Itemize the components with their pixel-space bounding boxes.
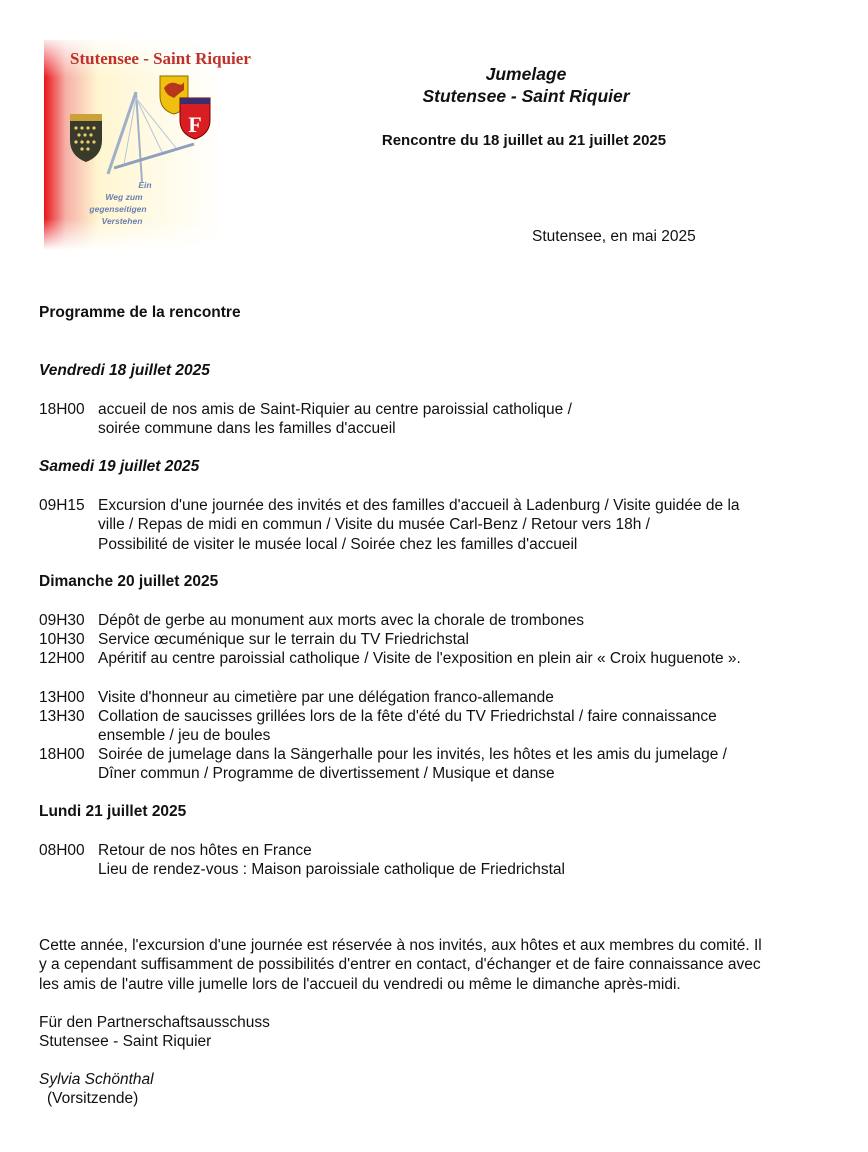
event-text: Excursion d'une journée des invités et des familles d'accueil à Ladenburg / Visite guidée de la [98,497,740,514]
event-time: 09H15 [39,497,85,514]
event-text: Dépôt de gerbe au monument aux morts avec la chorale de trombones [98,612,584,629]
event-time: 12H00 [39,650,85,667]
program-entry [39,630,829,649]
program-entry [39,841,829,880]
logo-motto-line: Weg zum [105,192,143,202]
meeting-dates: Rencontre du 18 juillet au 21 juillet 2025 [381,132,667,149]
signoff-line: Für den Partnerschaftsausschuss [39,1014,270,1031]
closing-text-line: les amis de l'autre ville jumelle lors de l'accueil du vendredi ou même le dimanche après-midi. [39,975,681,993]
logo-motto-line: gegenseitigen [89,204,147,214]
logo-title: Stutensee - Saint Riquier [70,49,251,68]
program-title: Programme de la rencontre [39,304,241,321]
signer-role: (Vorsitzende) [47,1090,139,1107]
header-title-line2: Stutensee - Saint Riquier [422,86,630,106]
twinning-logo [44,40,251,250]
event-text: soirée commune dans les familles d'accueil [98,420,396,438]
closing-text-line: y a cependant suffisamment de possibilités d'entrer en contact, d'échanger et de faire connaissance avec [39,956,761,974]
program-entry [39,707,829,746]
event-time: 18H00 [39,746,85,763]
event-text: Dîner commun / Programme de divertissement / Musique et danse [98,765,555,783]
day-heading-saturday: Samedi 19 juillet 2025 [39,458,200,475]
header-title-line1: Jumelage [485,64,567,84]
signer-name: Sylvia Schönthal [39,1071,154,1088]
day-heading-sunday: Dimanche 20 juillet 2025 [39,573,219,590]
closing-paragraph [39,936,829,994]
program-entry [39,611,829,630]
event-text: ville / Repas de midi en commun / Visite du musée Carl-Benz / Retour vers 18h / [98,516,650,534]
event-text: Retour de nos hôtes en France [98,842,312,859]
logo-motto-line: Ein [138,180,152,190]
program-entry [39,688,829,707]
event-text: Soirée de jumelage dans la Sängerhalle pour les invités, les hôtes et les amis du jumelage / [98,746,727,763]
twinning-logo-graphic [44,40,251,250]
closing-text-line: Cette année, l'excursion d'une journée est réservée à nos invités, aux hôtes et aux membres du comité. Il [39,937,762,954]
event-text: Collation de saucisses grillées lors de la fête d'été du TV Friedrichstal / faire connaissance [98,708,717,725]
signoff-line: Stutensee - Saint Riquier [39,1033,212,1051]
event-text: accueil de nos amis de Saint-Riquier au centre paroissial catholique / [98,401,572,418]
event-text: Apéritif au centre paroissial catholique / Visite de l'exposition en plein air « Croix huguenote ». [98,650,741,667]
day-heading-friday: Vendredi 18 juillet 2025 [39,362,210,379]
day-heading-monday: Lundi 21 juillet 2025 [39,803,187,820]
signoff [39,1013,829,1052]
program-entry [39,745,829,784]
event-time: 10H30 [39,631,85,648]
place-date: Stutensee, en mai 2025 [532,228,696,245]
event-text: ensemble / jeu de boules [98,727,271,745]
event-time: 08H00 [39,842,85,859]
event-time: 13H30 [39,708,85,725]
event-time: 13H00 [39,689,85,706]
logo-motto-line: Verstehen [101,216,143,226]
program-entry [39,400,829,439]
event-text: Service œcuménique sur le terrain du TV Friedrichstal [98,631,469,648]
event-time: 09H30 [39,612,85,629]
event-text: Possibilité de visiter le musée local / Soirée chez les familles d'accueil [98,535,578,553]
program-entry [39,649,829,668]
event-text: Visite d'honneur au cimetière par une délégation franco-allemande [98,689,554,706]
crest-letter: F [188,112,202,137]
event-time: 18H00 [39,401,85,418]
event-text: Lieu de rendez-vous : Maison paroissiale catholique de Friedrichstal [98,861,565,879]
program-entry [39,496,829,554]
